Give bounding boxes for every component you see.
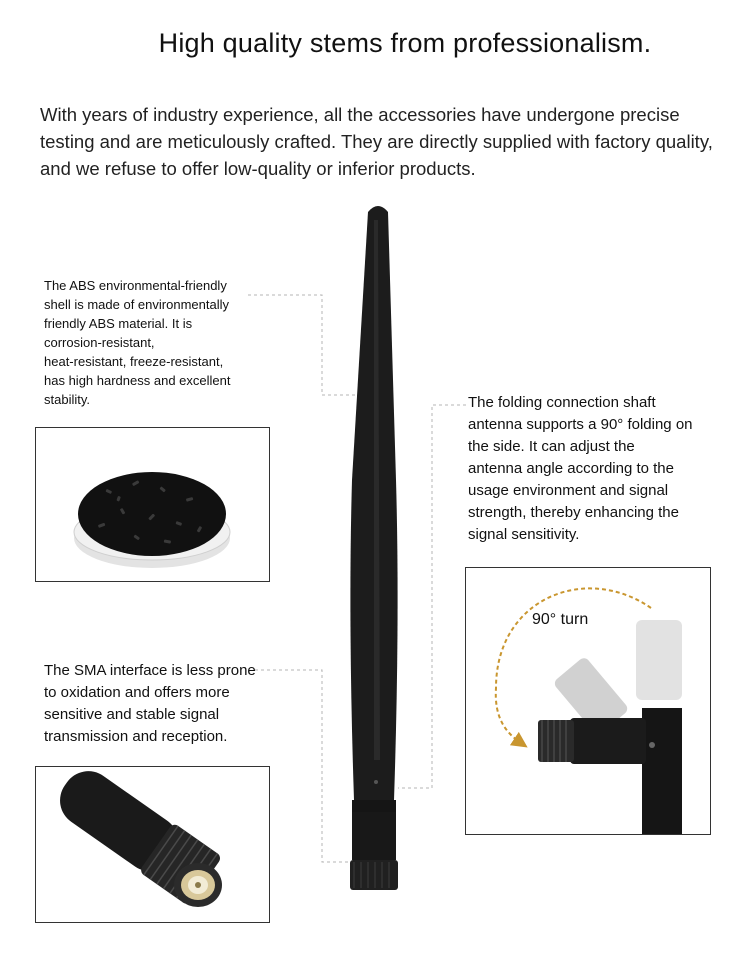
- abs-pellets-photo: [35, 427, 270, 582]
- antenna-product: [340, 200, 410, 895]
- abs-shell-callout: The ABS environmental-friendly shell is made of environmentally friendly ABS material. It is corrosion-resistant, heat-resistant, freeze-resistant, has high hardness and excellent stability.: [44, 278, 231, 407]
- intro-paragraph: With years of industry experience, all the accessories have undergone precise testing and are meticulously crafted. They are directly supplied with factory quality, and we refuse to offer low-quality or inferior products.: [40, 104, 713, 179]
- page-headline: High quality stems from professionalism.: [158, 28, 652, 58]
- sma-interface-callout: The SMA interface is less prone to oxidation and offers more sensitive and stable signal transmission and reception.: [44, 662, 256, 745]
- turn-label: 90° turn: [532, 611, 589, 628]
- folding-shaft-callout: The folding connection shaft antenna supports a 90° folding on the side. It can adjust the antenna angle according to the usage environment and signal strength, thereby enhancing the signal sensitivity.: [468, 394, 693, 543]
- sma-connector-photo: [35, 766, 270, 923]
- folding-turn-photo: [465, 567, 711, 835]
